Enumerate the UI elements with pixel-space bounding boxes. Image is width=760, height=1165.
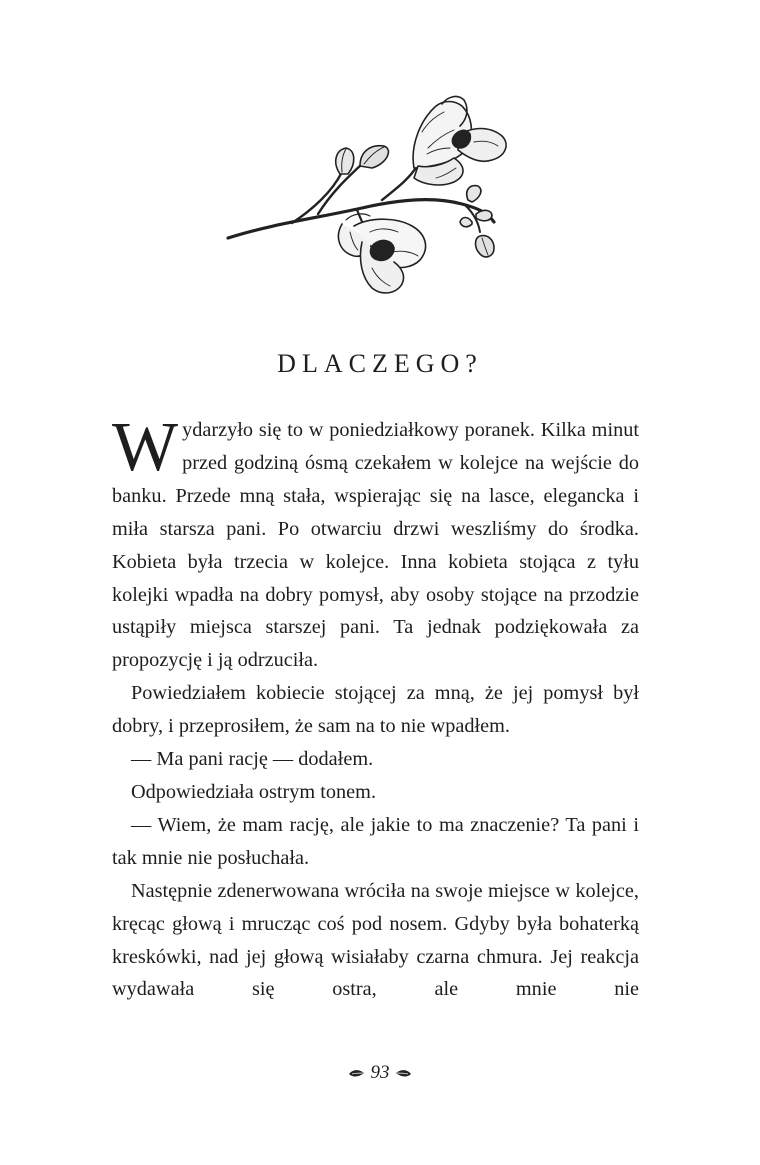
flower-branch-illustration (222, 92, 512, 307)
page-number: 93 (370, 1062, 390, 1083)
paragraph: Odpowiedziała ostrym tonem. (131, 780, 377, 803)
paragraph: Powiedziałem kobiecie stojącej za mną, że jej pomysł był dobry, i przeprosiłem, że sam na to nie wpadłem. (112, 682, 639, 738)
leaf-ornament-icon (394, 1068, 412, 1080)
paragraph-text: ydarzyło się to w poniedziałkowy poranek. Kilka minut przed godziną ósmą czekałem w kolejce na wejście do banku. Przede mną stała, wspierając się na lasce, elegancka i miła starsza pani. Po otwarciu drzwi weszliśmy do środka. Kobieta była trzecia w kolejce. Inna kobieta stojąca z tyłu kolejki wpadła na dobry pomysł, aby osoby stojące na przodzie ustąpiły miejsca starszej pani. Ta jednak podziękowała za propozycję i ją odrzuciła. (112, 419, 639, 672)
dialogue-line: — Wiem, że mam rację, ale jakie to ma znaczenie? Ta pani i tak mnie nie posłuchała. (112, 813, 639, 869)
leaf-ornament-icon (348, 1068, 366, 1080)
page-footer (0, 1062, 760, 1084)
dialogue-line: — Ma pani rację — dodałem. (131, 748, 374, 771)
chapter-title: DLACZEGO? (277, 349, 483, 378)
paragraph (112, 409, 639, 677)
drop-cap: W (112, 409, 179, 486)
paragraph: Następnie zdenerwowana wróciła na swoje miejsce w kolejce, kręcąc głową i mrucząc coś pod nosem. Gdyby była bohaterką kreskówki, nad jej głową wisiałaby czarna chmura. Jej reakcja wydawała się ostra, ale mnie nie (112, 879, 639, 1001)
body-text (112, 409, 639, 1006)
